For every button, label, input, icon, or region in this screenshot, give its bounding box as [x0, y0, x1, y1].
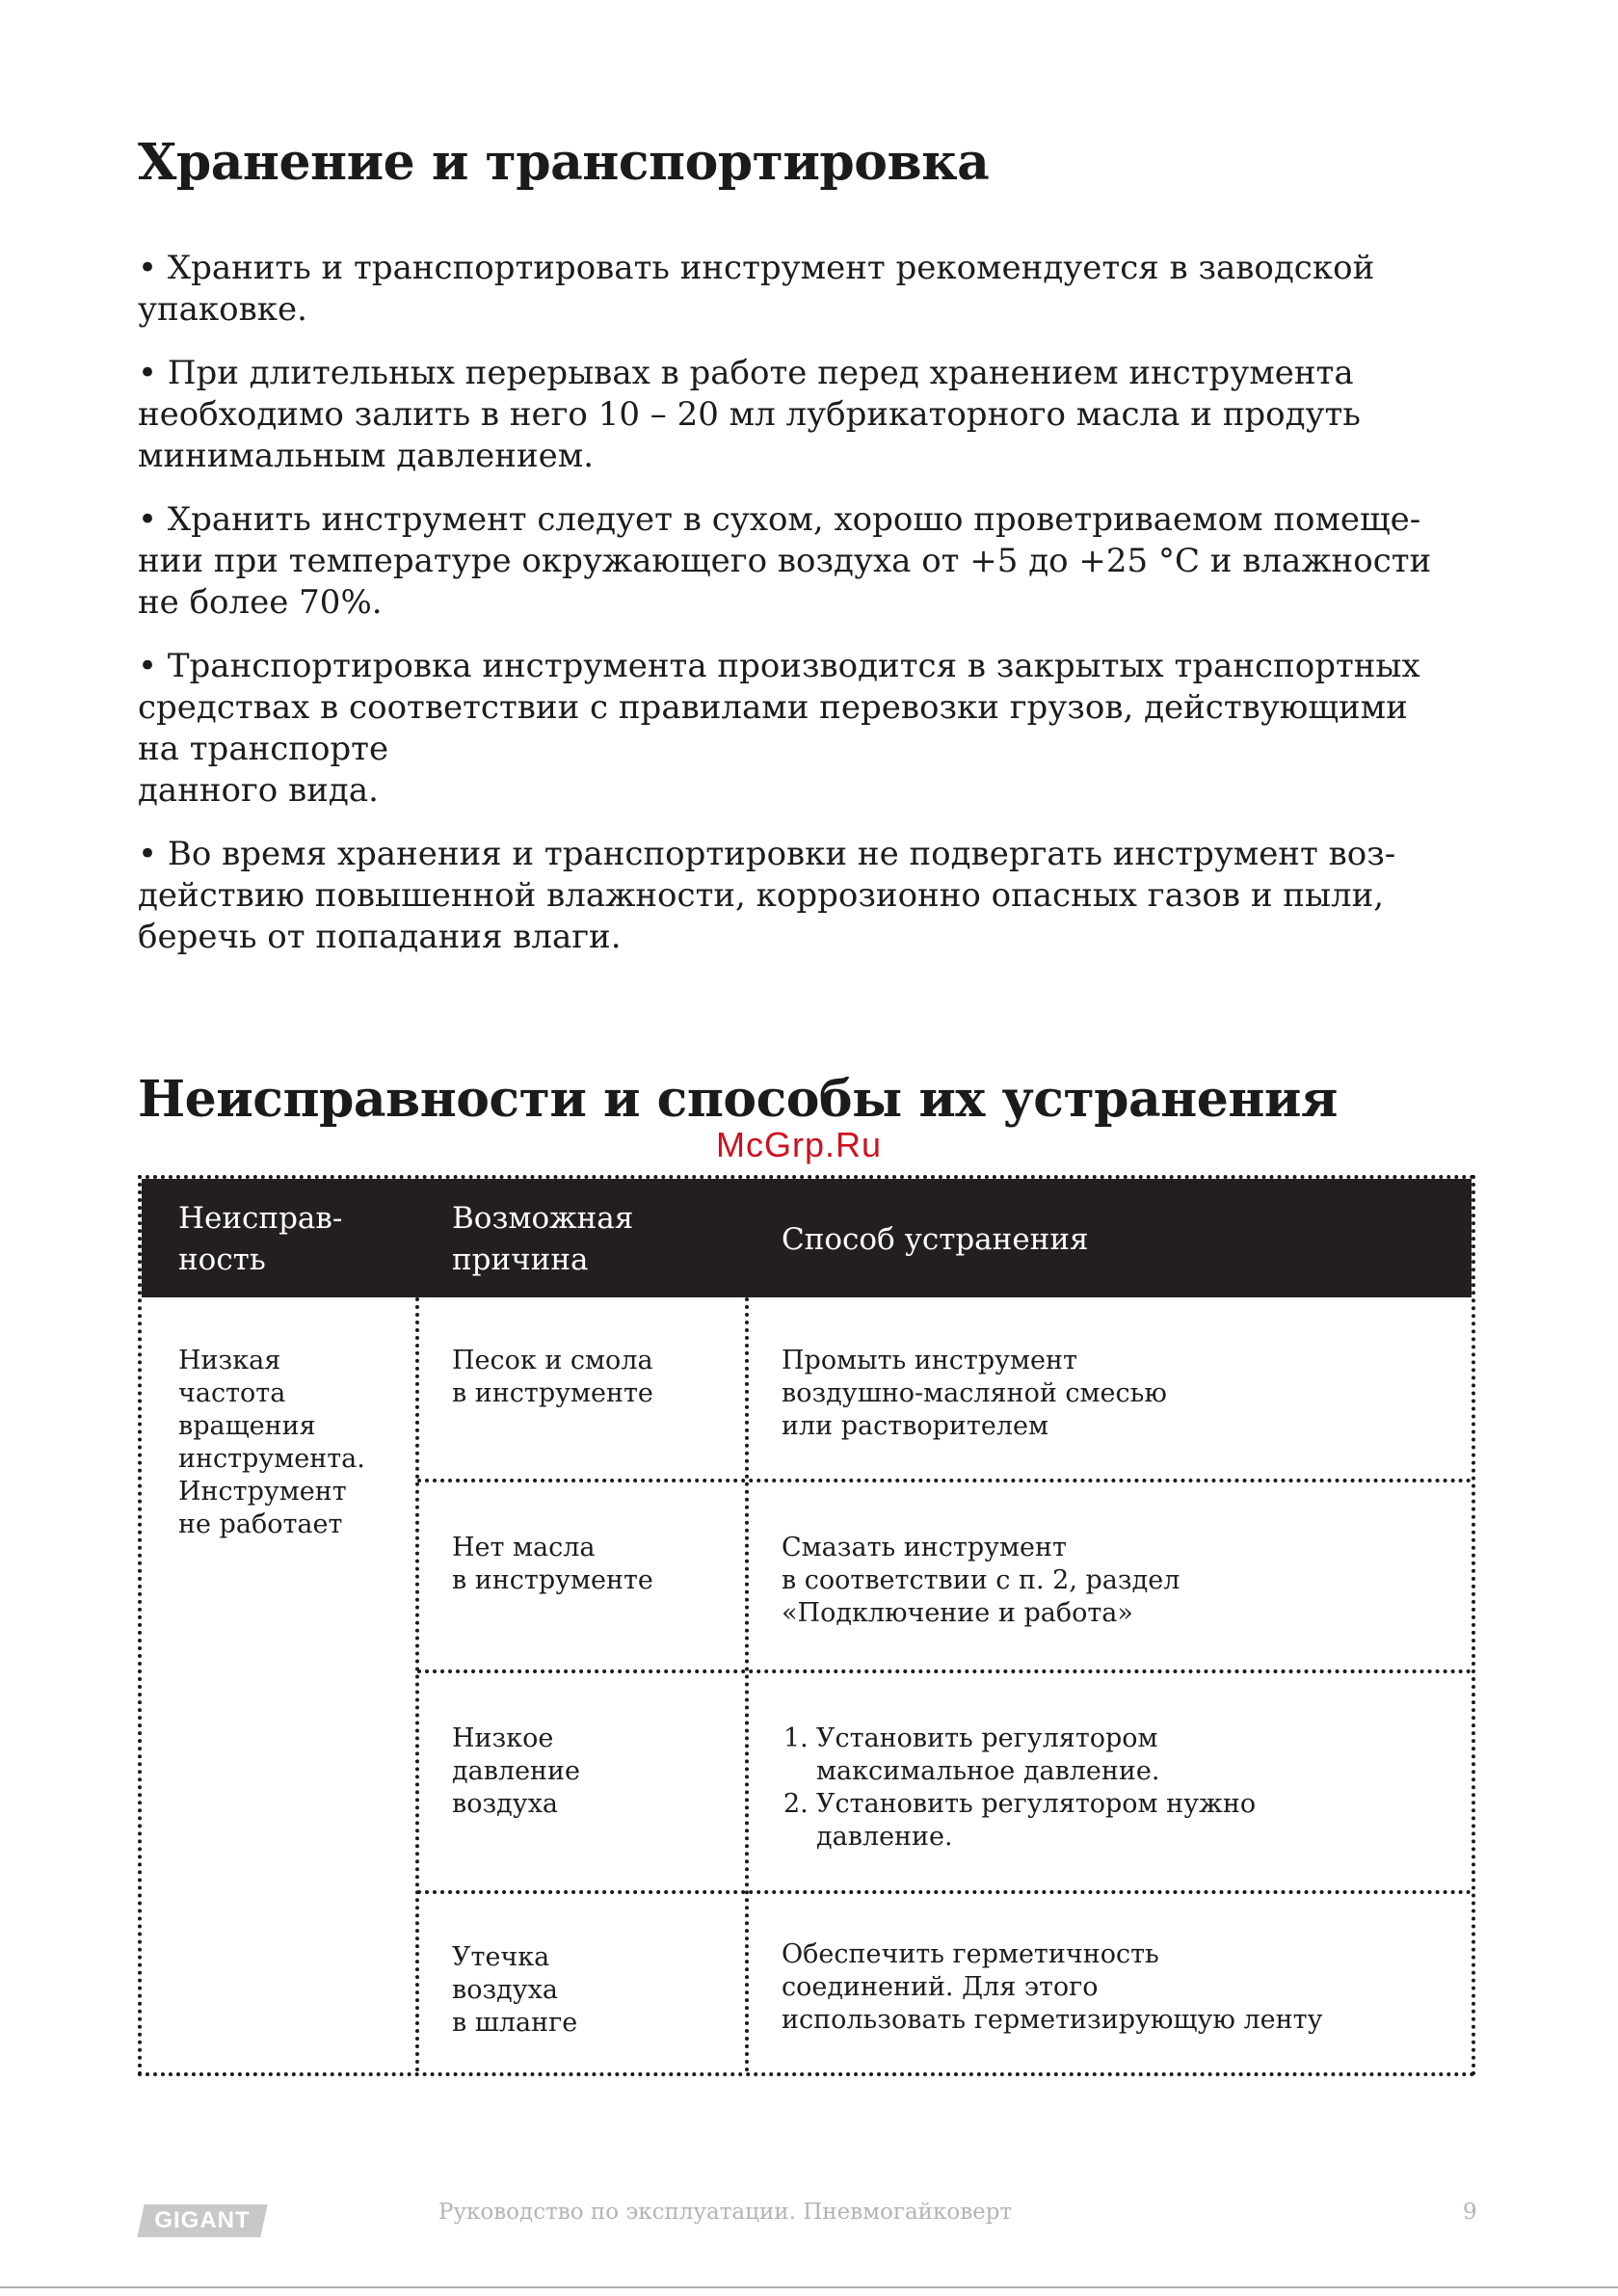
- bottom-rule: [0, 2286, 1618, 2288]
- list-text: Установить регулятором нужно давление.: [816, 1789, 1257, 1852]
- footer-title: Руководство по эксплуатации. Пневмогайковерт: [438, 2200, 1013, 2225]
- solution-list: [783, 1722, 1256, 1854]
- column-divider: [745, 1297, 749, 2072]
- storage-item-2: • При длительных перерывах в работе перед хранением инструмента необходимо залить в него 10 – 20 мл лубрикаторного масла и продуть минимальным давлением.: [138, 354, 1361, 475]
- row-divider: [417, 1669, 1472, 1673]
- list-text: Установить регулятором максимальное давление.: [816, 1723, 1160, 1786]
- list-item: [783, 1788, 1256, 1854]
- logo-text: GIGANT: [154, 2207, 251, 2233]
- solution-cell: Промыть инструмент воздушно-масляной смесью или растворителем: [782, 1346, 1167, 1441]
- cause-cell: Низкое давление воздуха: [452, 1723, 581, 1819]
- row-divider: [417, 1890, 1472, 1894]
- column-divider: [415, 1297, 419, 2072]
- page-number: 9: [1463, 2200, 1477, 2225]
- list-item: [783, 1722, 1256, 1788]
- table-header: [142, 1179, 1472, 1297]
- solution-cell: Обеспечить герметичность соединений. Для этого использовать герметизирующую ленту: [782, 1939, 1323, 2035]
- fault-cell: Низкая частота вращения инструмента. Инструмент не работает: [178, 1346, 365, 1539]
- list-number: 1.: [783, 1723, 809, 1753]
- storage-item-1: • Хранить и транспортировать инструмент рекомендуется в заводской упаковке.: [138, 249, 1375, 329]
- storage-item-5: • Во время хранения и транспортировки не подвергать инструмент воз- действию повышенной влажности, коррозионно опасных газов и пыли, беречь от попадания влаги.: [138, 835, 1396, 956]
- storage-title: Хранение и транспортировка: [138, 133, 990, 192]
- watermark: McGrp.Ru: [716, 1125, 883, 1164]
- faults-title: Неисправности и способы их устранения: [138, 1070, 1338, 1129]
- solution-cell: Смазать инструмент в соответствии с п. 2, раздел «Подключение и работа»: [782, 1533, 1180, 1628]
- storage-item-3: • Хранить инструмент следует в сухом, хорошо проветриваемом помеще- нии при температуре окружающего воздуха от +5 до +25 °С и влажности не более 70%.: [138, 500, 1432, 622]
- cause-cell: Утечка воздуха в шланге: [452, 1942, 578, 2038]
- storage-item-4: • Транспортировка инструмента производится в закрытых транспортных средствах в соответствии с правилами перевозки грузов, действующими на транспорте данного вида.: [138, 647, 1420, 810]
- header-fault: Неисправ- ность: [178, 1201, 343, 1277]
- header-cause: Возможная причина: [452, 1201, 634, 1277]
- gigant-logo: [137, 2204, 267, 2237]
- list-number: 2.: [783, 1789, 809, 1819]
- row-divider: [417, 1479, 1472, 1482]
- header-solution: Способ устранения: [782, 1222, 1089, 1257]
- faults-table: [138, 1175, 1475, 2076]
- cause-cell: Нет масла в инструменте: [452, 1533, 653, 1595]
- cause-cell: Песок и смола в инструменте: [452, 1346, 653, 1408]
